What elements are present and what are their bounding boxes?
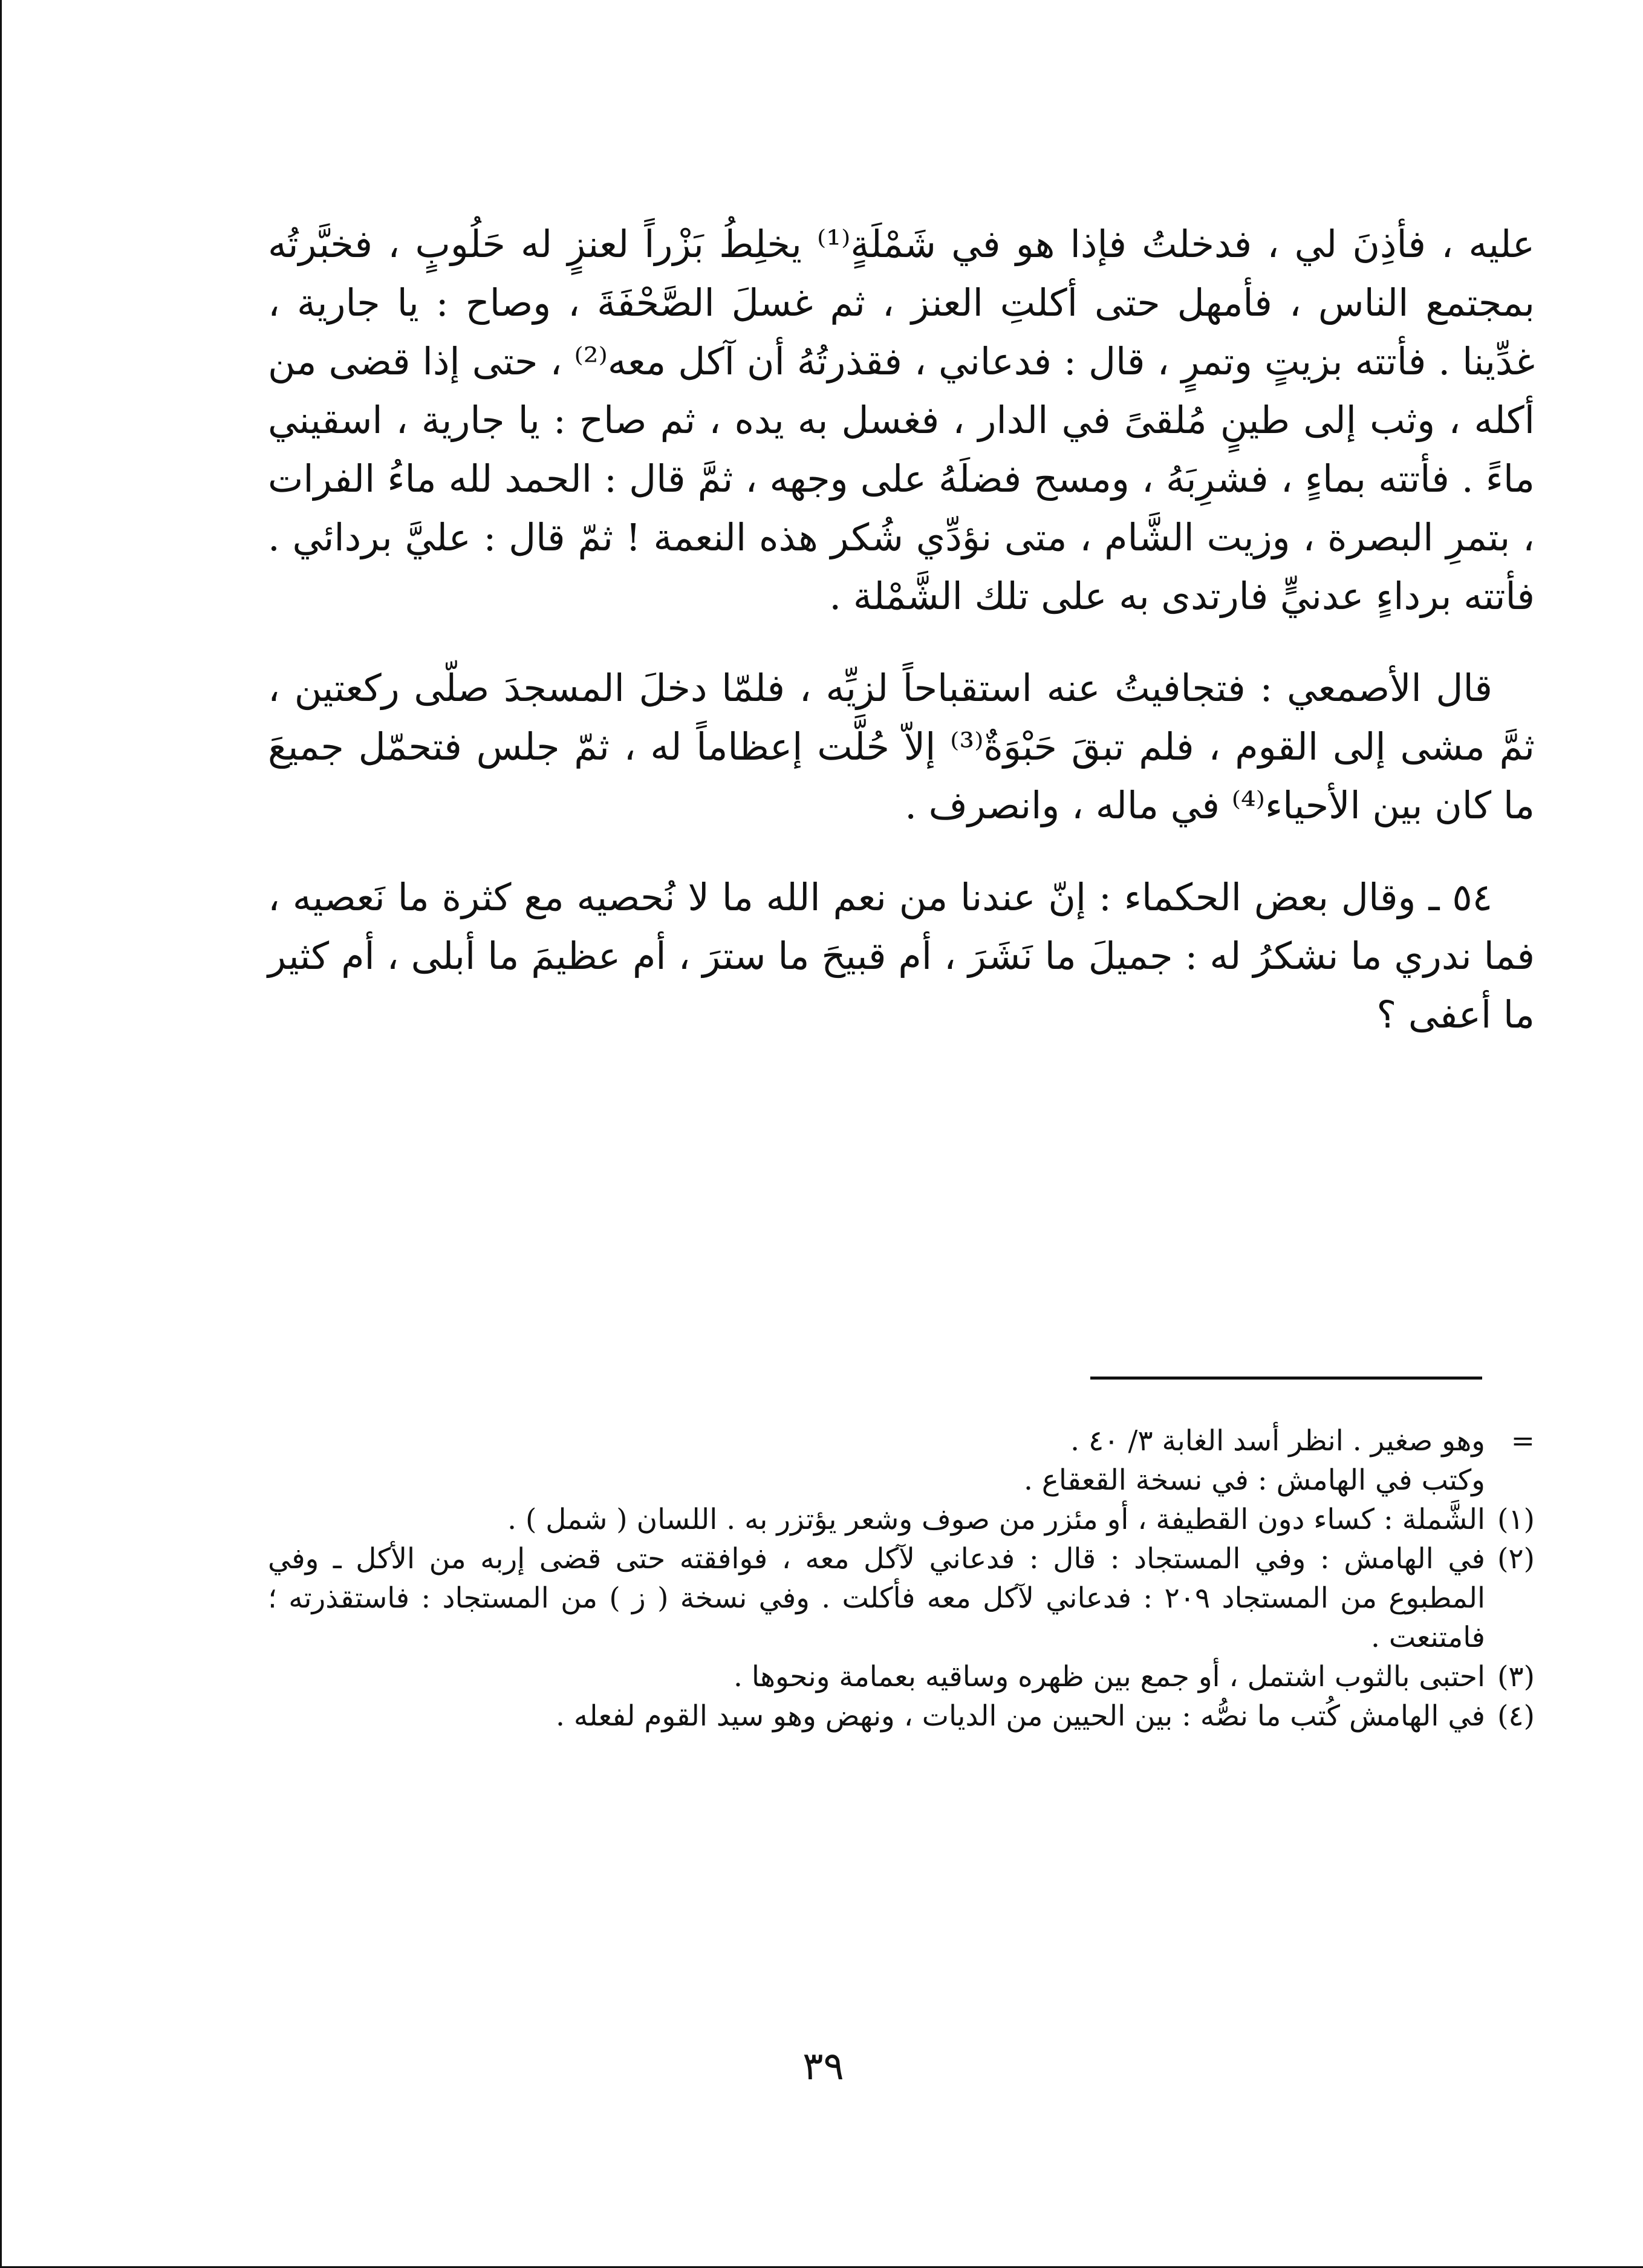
footnote-number: (٤) xyxy=(1497,1699,1535,1733)
footnote-separator xyxy=(1090,1377,1482,1380)
footnotes xyxy=(268,1421,1535,1736)
footnote-text: في الهامش كُتب ما نصُّه : بين الحيين من الديات ، ونهض وهو سيد القوم لفعله . xyxy=(556,1699,1485,1733)
footnote-text: وكتب في الهامش : في نسخة القعقاع . xyxy=(1023,1464,1485,1497)
footnote-text: وهو صغير . انظر أسد الغابة ٣/ ٤٠ . xyxy=(1070,1424,1485,1458)
footnote-continuation xyxy=(268,1421,1535,1461)
footnote-text: الشَّملة : كساء دون القطيفة ، أو مئزر من صوف وشعر يؤتزر به . اللسان ( شمل ) . xyxy=(507,1503,1485,1536)
footnote-4 xyxy=(268,1696,1535,1736)
footnote-text: في الهامش : وفي المستجاد : قال : فدعاني لآكل معه ، فوافقته حتى قضى إربه من الأكل ـ وفي المطبوع من المستجاد ٢٠٩ : فدعاني لآكل معه فأكلت . وفي نسخة ( ز ) من المستجاد : فاستقذرته ؛ فامتنعت . xyxy=(268,1542,1485,1654)
paragraph-2: قال الأصمعي : فتجافيتُ عنه استقباحاً لزيِّه ، فلمّا دخلَ المسجدَ صلّى ركعتين ، ثمَّ مشى إلى القوم ، فلم تبقَ حَبْوَةٌ⁽³⁾ إلاّ حُلَّت إعظاماً له ، ثمّ جلس فتحمّل جميعَ ما كان بين الأحياء⁽⁴⁾ في ماله ، وانصرف . xyxy=(268,666,1535,827)
footnote-number: (٢) xyxy=(1497,1542,1535,1576)
footnote-number: (١) xyxy=(1497,1503,1535,1536)
footnote-number: (٣) xyxy=(1497,1660,1535,1693)
page-number: ٣٩ xyxy=(802,2044,844,2089)
paragraph-1: عليه ، فأذِنَ لي ، فدخلتُ فإذا هو في شَمْلَةٍ⁽¹⁾ يخلِطُ بَزْراً لعنزٍ له حَلُوبٍ ، فخبَّرتُه بمجتمع الناس ، فأمهل حتى أكلتِ العنز ، ثم غسلَ الصَّحْفَةَ ، وصاح : يا جارية ، غدِّينا . فأتته بزيتٍ وتمرٍ ، قال : فدعاني ، فقذرتُهُ أن آكل معه⁽²⁾ ، حتى إذا قضى من أكله ، وثب إلى طينٍ مُلقىً في الدار ، فغسل به يده ، ثم صاح : يا جارية ، اسقيني ماءً . فأتته بماءٍ ، فشرِبَهُ ، ومسح فضلَهُ على وجهه ، ثمَّ قال : الحمد لله ماءُ الفرات ، بتمرِ البصرة ، وزيت الشَّام ، متى نؤدِّي شُكر هذه النعمة ! ثمّ قال : عليَّ بردائي . فأتته برداءٍ عدنيٍّ فارتدى به على تلك الشَّمْلة . xyxy=(268,222,1535,618)
footnote-text: احتبى بالثوب اشتمل ، أو جمع بين ظهره وساقيه بعمامة ونحوها . xyxy=(734,1660,1485,1693)
footnote-note xyxy=(268,1461,1535,1500)
footnote-1 xyxy=(268,1500,1535,1539)
paragraph-3: ٥٤ ـ وقال بعض الحكماء : إنّ عندنا من نعم الله ما لا نُحصيه مع كثرة ما نَعصيه ، فما ندري ما نشكرُ له : جميلَ ما نَشَرَ ، أم قبيحَ ما سترَ ، أم عظيمَ ما أبلى ، أم كثير ما أعفى ؟ xyxy=(268,875,1535,1037)
footnote-3 xyxy=(268,1657,1535,1696)
footnote-2 xyxy=(268,1539,1535,1657)
footnote-marker: = xyxy=(1511,1424,1535,1458)
body-text xyxy=(268,215,1535,1044)
